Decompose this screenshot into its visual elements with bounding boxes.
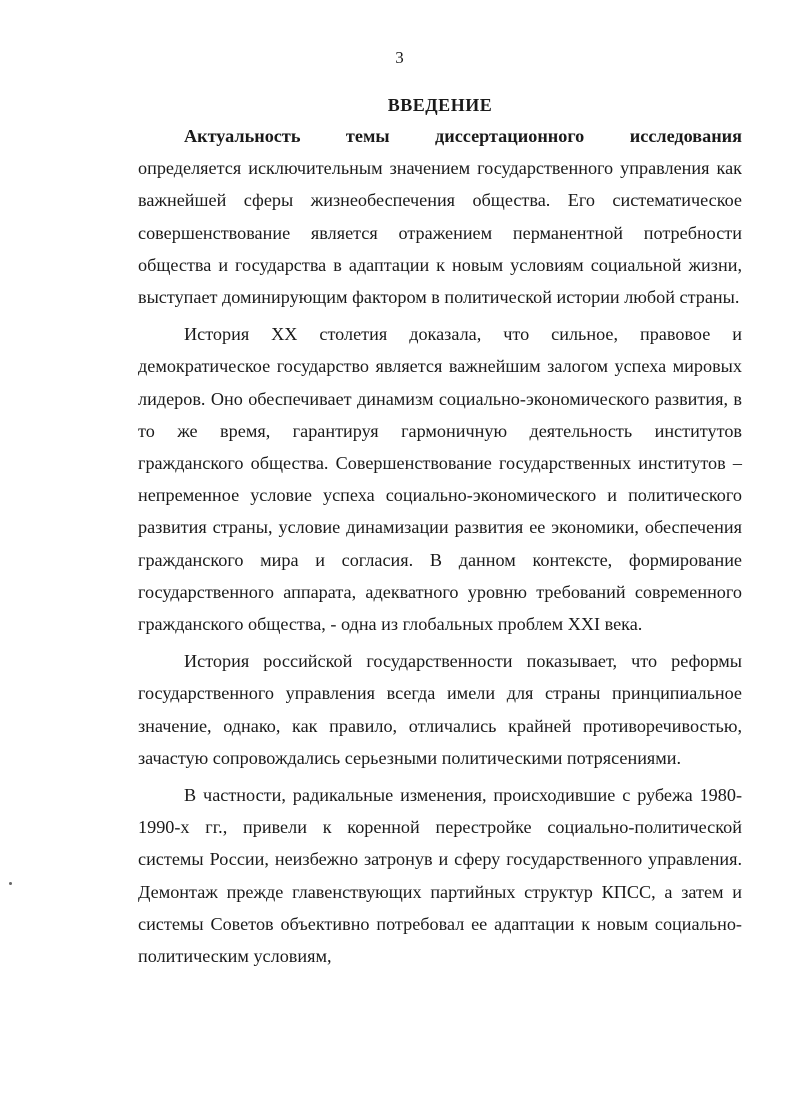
paragraph-lead: Актуальность темы диссертационного исследования [184, 126, 742, 146]
paragraph-radical-changes: В частности, радикальные изменения, происходившие с рубежа 1980-1990-х гг., привели к коренной перестройке социально-политической системы России, неизбежно затронув и сферу государственного управления. Демонтаж прежде главенствующих партийных структур КПСС, а затем и системы Советов объективно потребовал ее адаптации к новым социально-политическим условиям, [138, 785, 742, 967]
section-title: ВВЕДЕНИЕ [387, 95, 493, 115]
body-text [138, 120, 742, 977]
paragraph-history-xx: История XX столетия доказала, что сильное, правовое и демократическое государство является важнейшим залогом успеха мировых лидеров. Оно обеспечивает динамизм социально-экономического развития, в то же время, гарантируя гармоничную деятельность институтов гражданского общества. Совершенствование государственных институтов – непременное условие успеха социально-экономического и политического развития страны, условие динамизации развития ее экономики, обеспечения гражданского мира и согласия. В данном контексте, формирование государственного аппарата, адекватного уровню требований современного гражданского общества, - одна из глобальных проблем XXI века. [138, 324, 742, 635]
paragraph-text: определяется исключительным значением государственного управления как важнейшей сферы жизнеобеспечения общества. Его систематическое совершенствование является отражением перманентной потребности общества и государства в адаптации к новым условиям социальной жизни, выступает доминирующим фактором в политической истории любой страны. [138, 158, 742, 308]
paragraph-relevance [138, 120, 742, 313]
scan-dot [9, 882, 12, 885]
paragraph-russian-statehood: История российской государственности показывает, что реформы государственного управления всегда имели для страны принципиальное значение, однако, как правило, отличались крайней противоречивостью, зачастую сопровождались серьезными политическими потрясениями. [138, 651, 742, 768]
page-number: 3 [395, 48, 404, 67]
